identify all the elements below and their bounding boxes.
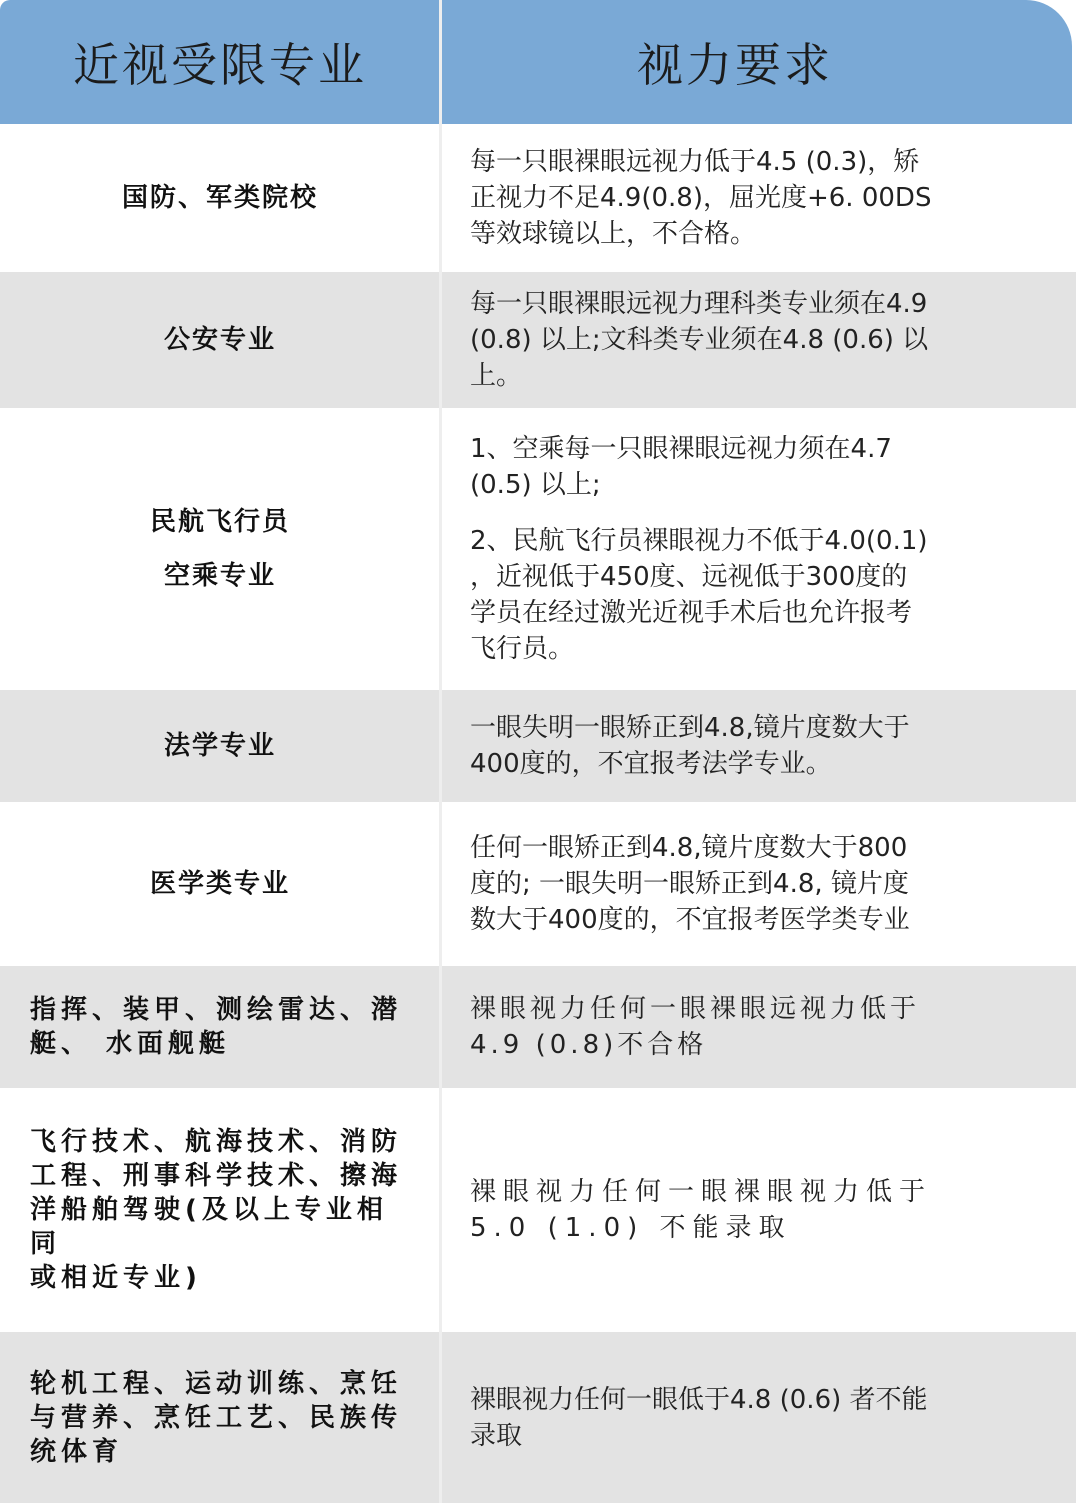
requirement-text: 2、民航飞行员裸眼视力不低于4.0(0.1) ，近视低于450度、远视低于300度的 学员在经过激光近视手术后也允许报考 飞行员。 [470, 526, 928, 664]
requirement-cell [470, 272, 1010, 408]
table-row [0, 408, 1076, 690]
requirement-text: 裸眼视力任何一眼低于4.8 (0.6) 者不能 录取 [470, 1384, 928, 1451]
major-cell [0, 966, 440, 1088]
table-header [0, 0, 1072, 124]
requirement-cell [470, 1332, 1010, 1503]
major-text: 空乘专业 [163, 561, 276, 591]
requirement-cell [470, 124, 1010, 272]
major-text: 轮机工程、运动训练、烹饪 与营养、烹饪工艺、民族传 统体育 [30, 1368, 403, 1467]
requirement-text: 每一只眼裸眼远视力理科类专业须在4.9 (0.8) 以上;文科类专业须在4.8 (0.6) 以 上。 [470, 289, 929, 391]
requirement-text: 裸眼视力任何一眼裸眼远视力低于 4.9 (0.8)不合格 [470, 994, 921, 1060]
table-row [0, 1088, 1076, 1332]
table-row [0, 1332, 1076, 1503]
table-row [0, 802, 1076, 966]
major-text: 指挥、装甲、测绘雷达、潜 艇、 水面舰艇 [30, 995, 403, 1059]
major-cell [0, 1088, 440, 1332]
major-cell [0, 124, 440, 272]
major-text: 公安专业 [163, 325, 276, 355]
major-text: 飞行技术、航海技术、消防 工程、刑事科学技术、擦海 洋船舶驾驶(及以上专业相同 或相近专业) [30, 1127, 403, 1293]
requirement-cell [470, 1088, 1010, 1332]
requirement-text: 一眼失明一眼矫正到4.8,镜片度数大于 400度的，不宜报考法学专业。 [470, 713, 910, 779]
table-row [0, 124, 1076, 272]
requirement-cell [470, 690, 1010, 802]
major-text: 民航飞行员 [149, 507, 290, 537]
requirement-text: 任何一眼矫正到4.8,镜片度数大于800 度的; 一眼失明一眼矫正到4.8, 镜片度 数大于400度的，不宜报考医学类专业 [470, 833, 910, 935]
major-cell [0, 802, 440, 966]
table-row [0, 272, 1076, 408]
major-cell [0, 1332, 440, 1503]
requirement-text: 每一只眼裸眼远视力低于4.5 (0.3)，矫 正视力不足4.9(0.8)，屈光度+6. 00DS 等效球镜以上，不合格。 [470, 147, 932, 249]
table-row [0, 690, 1076, 802]
requirement-cell [470, 408, 1010, 690]
major-text: 医学类专业 [149, 869, 290, 899]
header-requirement: 视力要求 [637, 38, 833, 92]
requirement-cell [470, 802, 1010, 966]
header-major: 近视受限专业 [73, 38, 367, 92]
major-cell [0, 408, 440, 690]
requirement-text: 1、空乘每一只眼裸眼远视力须在4.7 (0.5) 以上; [470, 434, 892, 500]
requirement-cell [470, 966, 1010, 1088]
major-text: 国防、军类院校 [121, 183, 318, 213]
major-cell [0, 272, 440, 408]
column-divider [439, 0, 442, 1503]
major-text: 法学专业 [163, 731, 276, 761]
major-cell [0, 690, 440, 802]
requirement-text: 裸眼视力任何一眼裸眼视力低于 5.0 (1.0) 不能录取 [470, 1177, 933, 1243]
table-row [0, 966, 1076, 1088]
